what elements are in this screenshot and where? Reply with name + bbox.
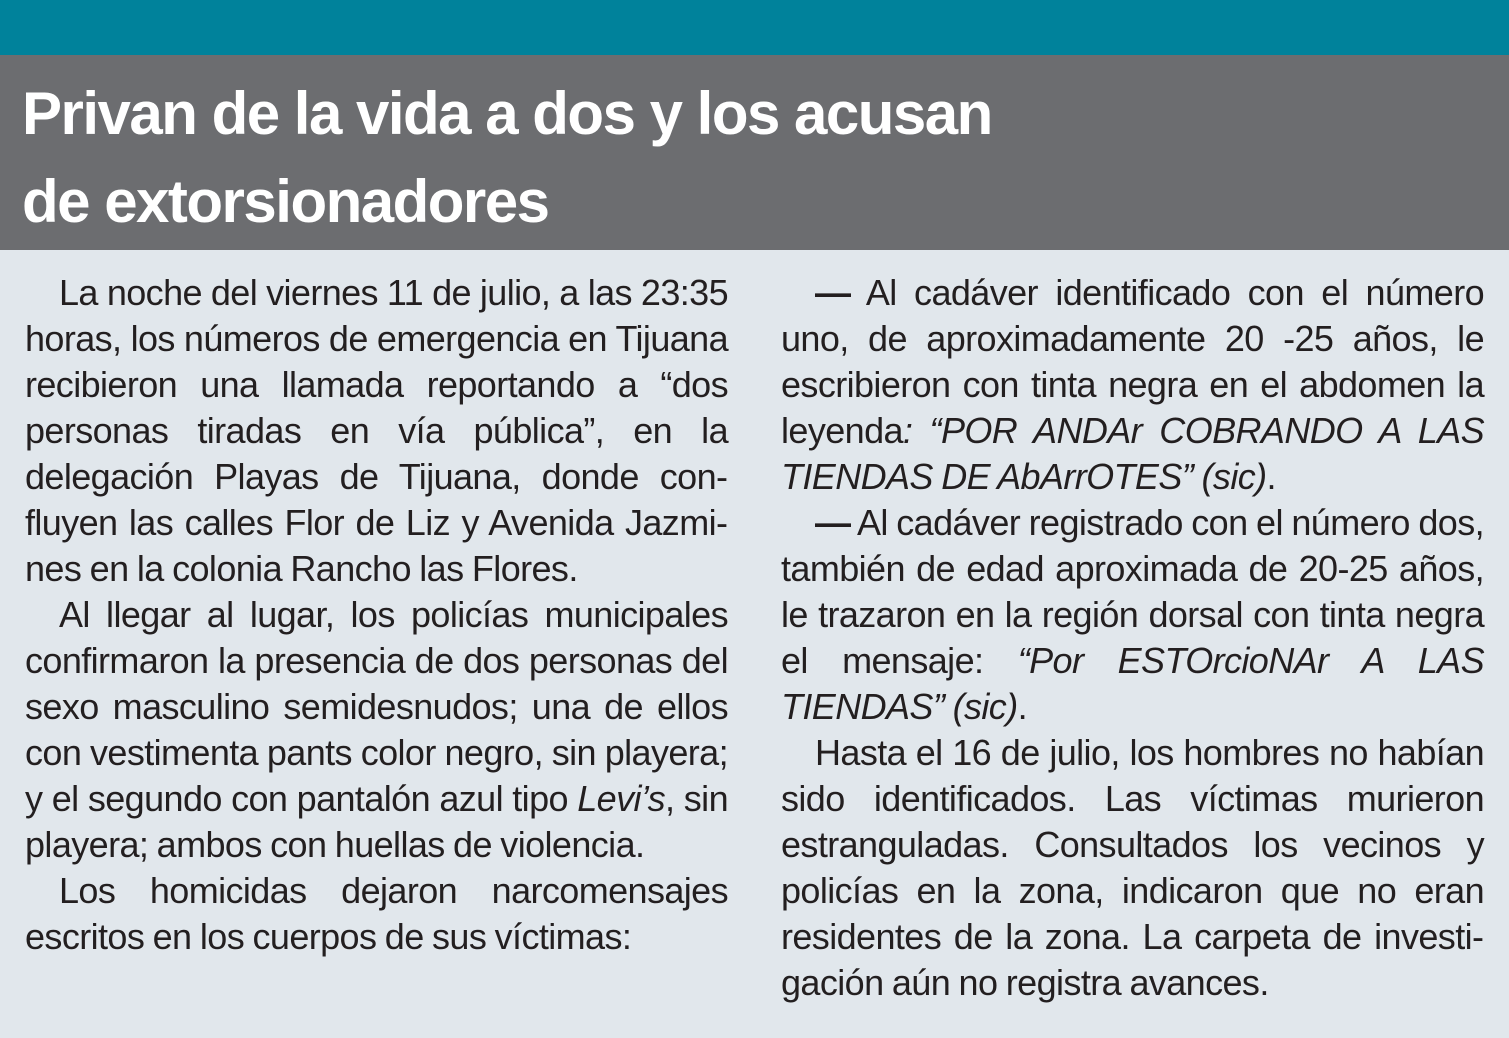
headline-line-1: Privan de la vida a dos y los acusan [22,80,992,147]
paragraph-text: Al cadáver registrado con el número dos, también de edad aproximada de 20-25 años, le trazaron en la región dorsal con tinta negra el mensaje: [781,502,1484,681]
quoted-message: “Por ESTOrcioNAr A LAS TIENDAS” (sic) [781,640,1484,727]
article-column-right [781,270,1484,1006]
em-dash: — [815,272,851,313]
article-headline [22,70,1482,246]
paragraph: Los homicidas dejaron narcomensajes escritos en los cuerpos de sus víctimas: [25,870,728,957]
brand-name: Levi’s [577,778,666,819]
paragraph-text: Al llegar al lugar, los policías municipales confirmaron la presencia de dos personas del sexo masculino semidesnudos; una de ellos con vestimenta pants color negro, sin playera; y el segundo con pantalón azul tipo [25,594,728,819]
paragraph [781,270,1484,500]
paragraph-text: . [1017,686,1027,727]
article-column-left [25,270,728,960]
top-accent-bar [0,0,1509,55]
headline-line-2: de extorsionadores [22,168,549,235]
quoted-message: : “POR ANDAr COBRANDO A LAS TIENDAS DE AbArrOTES” (sic) [781,410,1484,497]
paragraph [781,500,1484,730]
paragraph: Hasta el 16 de julio, los hombres no habían sido identificados. Las víctimas murieron estranguladas. Consultados los vecinos y policías en la zona, indicaron que no eran residentes de la zona. La carpeta de investigación aún no registra avances. [781,732,1484,1003]
paragraph-text: , sin playera; ambos con huellas de violencia. [25,778,728,865]
paragraph-text: . [1266,456,1276,497]
paragraph: La noche del viernes 11 de julio, a las 23:35 horas, los números de emergencia en Tijuana recibieron una llamada reportando a “dos personas tiradas en vía pública”, en la delegación Playas de Tijuana, donde confluyen las calles Flor de Liz y Avenida Jazmines en la colonia Rancho las Flores. [25,272,728,589]
paragraph [25,592,728,868]
em-dash: — [815,502,851,543]
paragraph-text: Al cadáver identificado con el número uno, de aproximadamente 20 -25 años, le escribieron con tinta negra en el abdomen la leyenda [781,272,1484,451]
